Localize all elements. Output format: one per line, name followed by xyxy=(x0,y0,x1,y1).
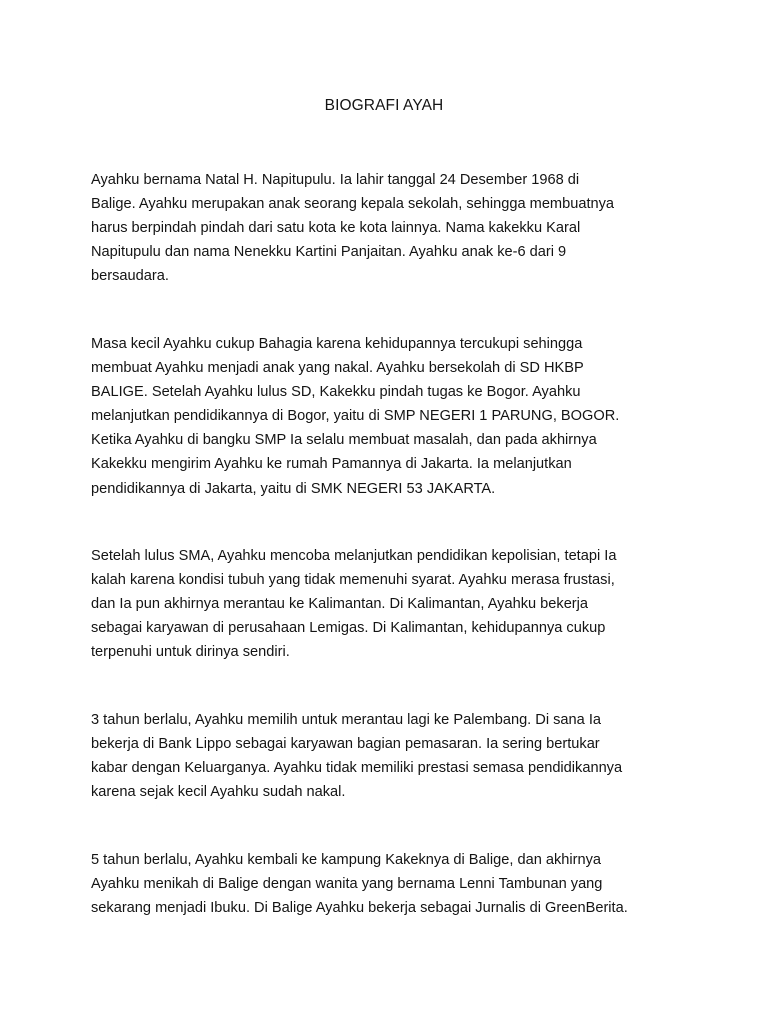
paragraph-line: terpenuhi untuk dirinya sendiri. xyxy=(91,644,290,661)
paragraph-line: Balige. Ayahku merupakan anak seorang kepala sekolah, sehingga membuatnya xyxy=(91,196,615,213)
paragraph-line: sekarang menjadi Ibuku. Di Balige Ayahku bekerja sebagai Jurnalis di GreenBerita. xyxy=(91,900,628,917)
paragraph-line: membuat Ayahku menjadi anak yang nakal. Ayahku bersekolah di SD HKBP xyxy=(91,360,584,377)
paragraph-line: Napitupulu dan nama Nenekku Kartini Panjaitan. Ayahku anak ke-6 dari 9 xyxy=(91,244,567,261)
paragraph-line: sebagai karyawan di perusahaan Lemigas. Di Kalimantan, kehidupannya cukup xyxy=(91,620,606,637)
paragraph-line: Masa kecil Ayahku cukup Bahagia karena kehidupannya tercukupi sehingga xyxy=(91,336,583,352)
paragraph-line: bekerja di Bank Lippo sebagai karyawan bagian pemasaran. Ia sering bertukar xyxy=(91,736,600,753)
paragraph-5 xyxy=(91,848,691,920)
paragraph-line: 3 tahun berlalu, Ayahku memilih untuk merantau lagi ke Palembang. Di sana Ia xyxy=(91,712,602,728)
paragraph-line: Setelah lulus SMA, Ayahku mencoba melanjutkan pendidikan kepolisian, tetapi Ia xyxy=(91,548,617,564)
paragraph-line: Ayahku bernama Natal H. Napitupulu. Ia lahir tanggal 24 Desember 1968 di xyxy=(91,172,580,188)
paragraph-line: melanjutkan pendidikannya di Bogor, yaitu di SMP NEGERI 1 PARUNG, BOGOR. xyxy=(91,408,620,425)
paragraph-line: Ayahku menikah di Balige dengan wanita yang bernama Lenni Tambunan yang xyxy=(91,876,603,893)
paragraph-line: karena sejak kecil Ayahku sudah nakal. xyxy=(91,784,346,801)
paragraph-line: dan Ia pun akhirnya merantau ke Kalimantan. Di Kalimantan, Ayahku bekerja xyxy=(91,596,589,613)
document-title: BIOGRAFI AYAH xyxy=(324,97,444,114)
paragraph-line: pendidikannya di Jakarta, yaitu di SMK NEGERI 53 JAKARTA. xyxy=(91,480,496,497)
paragraph-line: harus berpindah pindah dari satu kota ke kota lainnya. Nama kakekku Karal xyxy=(91,220,581,237)
paragraph-line: Kakekku mengirim Ayahku ke rumah Pamannya di Jakarta. Ia melanjutkan xyxy=(91,456,572,473)
paragraph-line: kalah karena kondisi tubuh yang tidak memenuhi syarat. Ayahku merasa frustasi, xyxy=(91,572,615,589)
paragraph-line: Ketika Ayahku di bangku SMP Ia selalu membuat masalah, dan pada akhirnya xyxy=(91,432,597,449)
paragraph-line: kabar dengan Keluarganya. Ayahku tidak memiliki prestasi semasa pendidikannya xyxy=(91,760,623,777)
paragraph-line: 5 tahun berlalu, Ayahku kembali ke kampung Kakeknya di Balige, dan akhirnya xyxy=(91,852,602,868)
paragraph-4 xyxy=(91,708,691,804)
paragraph-2 xyxy=(91,332,691,501)
paragraph-line: BALIGE. Setelah Ayahku lulus SD, Kakekku pindah tugas ke Bogor. Ayahku xyxy=(91,384,581,401)
paragraph-3 xyxy=(91,544,691,664)
paragraph-1 xyxy=(91,168,691,288)
paragraph-line: bersaudara. xyxy=(91,268,169,285)
